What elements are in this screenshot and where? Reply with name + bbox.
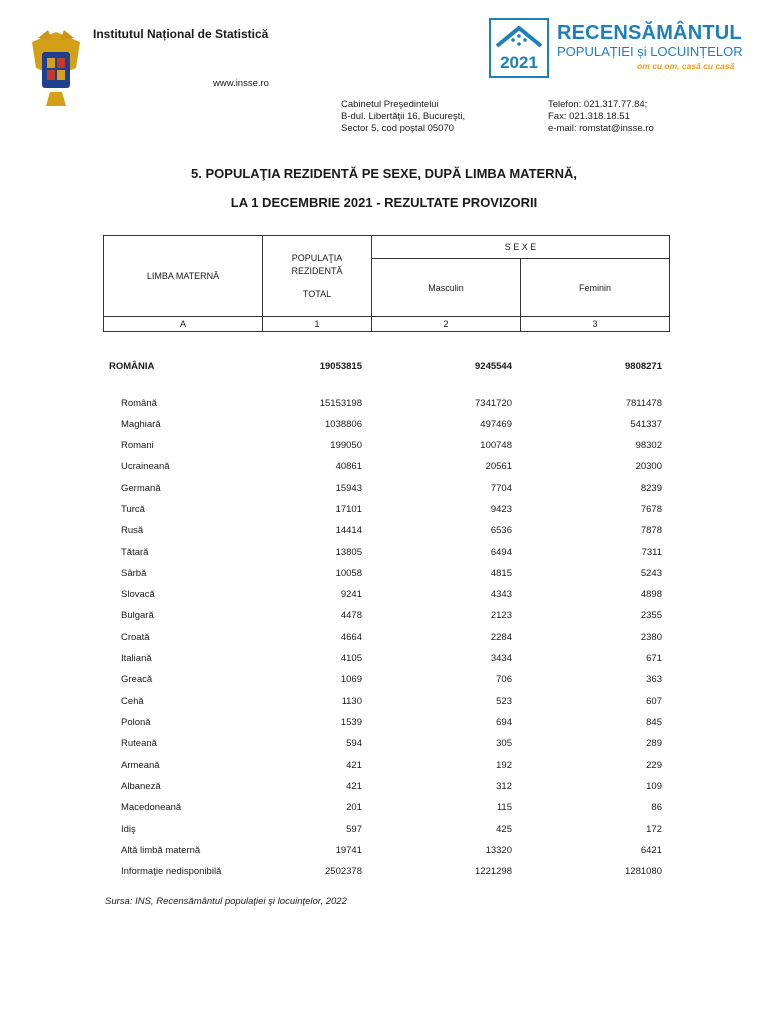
table-row <box>0 802 768 816</box>
row-total: 2502378 <box>325 866 362 877</box>
col-header-total-line2: REZIDENTĂ <box>291 265 343 276</box>
table-row <box>0 696 768 710</box>
row-female: 845 <box>646 717 662 728</box>
row-female: 229 <box>646 760 662 771</box>
row-male: 1221298 <box>475 866 512 877</box>
census-house-logo <box>489 18 549 78</box>
col-index-a: A <box>104 317 263 332</box>
table-row <box>0 483 768 497</box>
contact-fax: Fax: 021.318.18.51 <box>548 111 630 122</box>
row-label: Polonă <box>121 717 151 728</box>
table-row <box>0 589 768 603</box>
row-female: 607 <box>646 696 662 707</box>
row-female: 172 <box>646 824 662 835</box>
col-index-2: 2 <box>372 317 521 332</box>
row-female: 86 <box>651 802 662 813</box>
row-label: Armeană <box>121 760 160 771</box>
row-female: 5243 <box>640 568 662 579</box>
table-row <box>0 738 768 752</box>
col-header-female: Feminin <box>521 259 670 317</box>
row-male: 305 <box>496 738 512 749</box>
table-row <box>0 525 768 539</box>
table-row <box>0 653 768 667</box>
page-title-line2: LA 1 DECEMBRIE 2021 - REZULTATE PROVIZORII <box>230 195 538 210</box>
col-index-3: 3 <box>521 317 670 332</box>
row-total: 19741 <box>335 845 362 856</box>
row-total: 1539 <box>340 717 362 728</box>
row-male: 20561 <box>485 461 512 472</box>
census-year: 2021 <box>500 53 538 72</box>
row-male: 2123 <box>490 610 512 621</box>
row-total: 15943 <box>335 483 362 494</box>
row-total: 9241 <box>340 589 362 600</box>
col-header-sexe: S E X E <box>372 236 670 259</box>
row-label: Macedoneană <box>121 802 182 813</box>
row-female: 671 <box>646 653 662 664</box>
row-total: 40861 <box>335 461 362 472</box>
row-label: Ruteană <box>121 738 157 749</box>
row-total: 1130 <box>341 696 362 707</box>
row-female: 8239 <box>640 483 662 494</box>
row-label: Romani <box>121 440 154 451</box>
row-label: Italiană <box>121 653 152 664</box>
table-header <box>103 235 670 332</box>
col-header-total-line3: TOTAL <box>302 288 332 299</box>
row-total: 19053815 <box>319 361 362 372</box>
row-female: 6421 <box>640 845 662 856</box>
row-female: 7811478 <box>625 398 662 409</box>
address-line: Cabinetul Preşedintelui <box>341 99 439 110</box>
row-male: 9245544 <box>475 361 512 372</box>
row-male: 6494 <box>490 547 512 558</box>
row-total: 10058 <box>335 568 362 579</box>
row-male: 694 <box>496 717 512 728</box>
address-block <box>341 99 465 135</box>
institution-name: Institutul Național de Statistică <box>93 27 269 41</box>
row-female: 2380 <box>640 632 662 643</box>
census-subtitle: POPULAȚIEI și LOCUINȚELOR <box>557 44 743 59</box>
row-label: Rusă <box>121 525 144 536</box>
coat-of-arms-logo <box>28 28 84 108</box>
row-male: 7341720 <box>475 398 512 409</box>
row-male: 9423 <box>490 504 512 515</box>
row-label: Albaneză <box>121 781 161 792</box>
table-row <box>0 547 768 561</box>
table-row <box>0 845 768 859</box>
table-row <box>0 717 768 731</box>
table-row <box>0 824 768 838</box>
row-female: 7311 <box>641 547 662 558</box>
row-label: Bulgară <box>121 610 154 621</box>
row-male: 523 <box>496 696 512 707</box>
table-row <box>0 781 768 795</box>
table-row <box>0 568 768 582</box>
row-total: 1038806 <box>325 419 362 430</box>
row-label: Maghiară <box>121 419 161 430</box>
contact-phone: Telefon: 021.317.77.84; <box>548 99 648 110</box>
source-note: Sursa: INS, Recensământul populaţiei şi locuinţelor, 2022 <box>105 896 347 907</box>
row-male: 4815 <box>490 568 512 579</box>
row-label: Tătară <box>121 547 149 558</box>
col-header-total <box>263 236 372 317</box>
row-label: ROMÂNIA <box>109 361 155 372</box>
row-total: 421 <box>346 760 362 771</box>
row-total: 597 <box>346 824 362 835</box>
address-line: B-dul. Libertăţii 16, Bucureşti, <box>341 111 466 122</box>
institution-website[interactable]: www.insse.ro <box>213 78 269 89</box>
row-total: 421 <box>346 781 362 792</box>
col-header-male: Masculin <box>372 259 521 317</box>
contact-block <box>548 99 654 135</box>
row-label: Sârbă <box>121 568 147 579</box>
page-title-line1: 5. POPULAŢIA REZIDENTĂ PE SEXE, DUPĂ LIMBA MATERNĂ, <box>191 166 577 181</box>
table-row <box>0 440 768 454</box>
col-header-language: LIMBA MATERNĂ <box>104 236 263 317</box>
row-male: 3434 <box>490 653 512 664</box>
row-total: 199050 <box>330 440 362 451</box>
table-row <box>0 674 768 688</box>
row-male: 425 <box>496 824 512 835</box>
row-male: 100748 <box>480 440 512 451</box>
row-male: 706 <box>496 674 512 685</box>
row-label: Cehă <box>121 696 144 707</box>
row-female: 20300 <box>635 461 662 472</box>
row-label: Croată <box>121 632 150 643</box>
row-male: 6536 <box>490 525 512 536</box>
row-total: 201 <box>346 802 362 813</box>
row-male: 497469 <box>480 419 512 430</box>
table-row <box>0 866 768 880</box>
table-row <box>0 610 768 624</box>
table-row <box>0 760 768 774</box>
col-index-1: 1 <box>263 317 372 332</box>
row-total: 17101 <box>335 504 362 515</box>
row-male: 115 <box>496 802 512 813</box>
row-female: 541337 <box>630 419 662 430</box>
row-male: 2284 <box>490 632 512 643</box>
table-row <box>0 461 768 475</box>
census-title: RECENSĂMÂNTUL <box>557 22 742 44</box>
row-label: Slovacă <box>121 589 155 600</box>
row-label: Greacă <box>121 674 153 685</box>
row-male: 192 <box>496 760 512 771</box>
table-row <box>0 504 768 518</box>
row-label: Germană <box>121 483 161 494</box>
row-male: 7704 <box>490 483 512 494</box>
row-total: 4105 <box>340 653 362 664</box>
row-female: 9808271 <box>625 361 662 372</box>
row-total: 4664 <box>340 632 362 643</box>
col-header-total-line1: POPULAŢIA <box>291 252 343 263</box>
row-male: 312 <box>496 781 512 792</box>
row-total: 14414 <box>335 525 362 536</box>
row-female: 289 <box>646 738 662 749</box>
row-label: Română <box>121 398 157 409</box>
row-total: 15153198 <box>319 398 362 409</box>
row-male: 13320 <box>485 845 512 856</box>
address-line: Sector 5, cod poştal 05070 <box>341 123 455 134</box>
row-label: Idiş <box>121 824 136 835</box>
row-male: 4343 <box>490 589 512 600</box>
row-female: 4898 <box>640 589 662 600</box>
row-female: 363 <box>646 674 662 685</box>
row-female: 1281080 <box>625 866 662 877</box>
census-motto: om cu om, casă cu casă <box>637 61 735 71</box>
table-row-total <box>0 361 768 375</box>
row-total: 13805 <box>335 547 362 558</box>
row-total: 1069 <box>340 674 362 685</box>
row-label: Informaţie nedisponibilă <box>121 866 222 877</box>
row-female: 7678 <box>640 504 662 515</box>
table-row <box>0 398 768 412</box>
table-row <box>0 419 768 433</box>
row-female: 2355 <box>640 610 662 621</box>
row-total: 594 <box>346 738 362 749</box>
row-female: 109 <box>646 781 662 792</box>
row-label: Ucraineană <box>121 461 170 472</box>
row-label: Altă limbă maternă <box>121 845 201 856</box>
table-row <box>0 632 768 646</box>
row-label: Turcă <box>121 504 145 515</box>
row-female: 7878 <box>640 525 662 536</box>
contact-email[interactable]: e-mail: romstat@insse.ro <box>548 123 654 134</box>
row-female: 98302 <box>635 440 662 451</box>
row-total: 4478 <box>340 610 362 621</box>
